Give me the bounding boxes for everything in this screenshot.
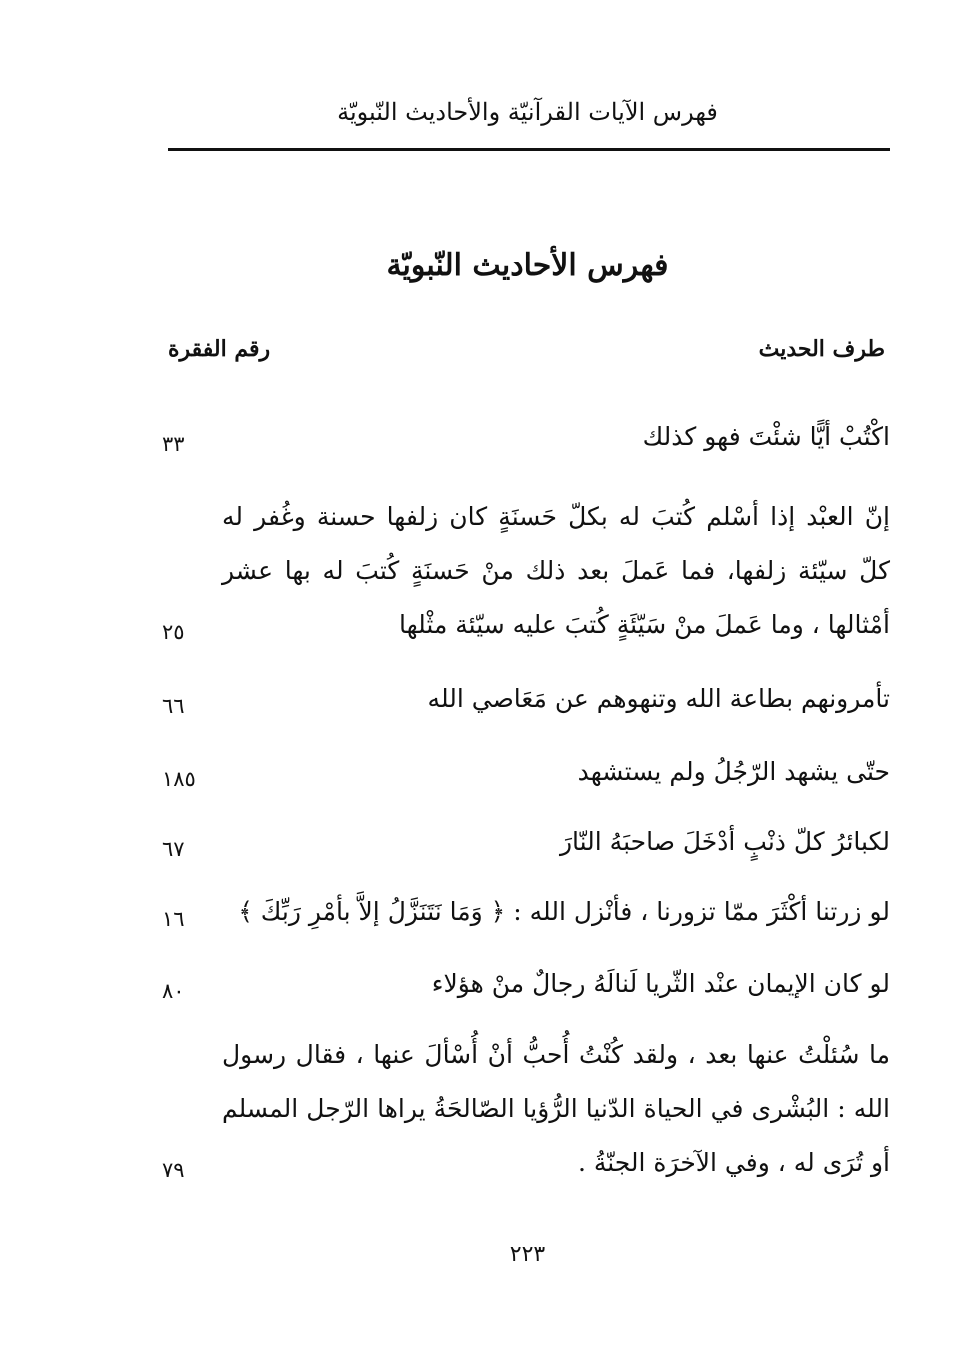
running-header: فهرس الآيات القرآنيّة والأحاديث النّبويّة	[337, 98, 718, 126]
paragraph-number: ٨٠	[162, 979, 185, 1003]
paragraph-number: ٦٦	[162, 694, 185, 718]
index-entry	[160, 815, 890, 869]
index-entry	[160, 885, 890, 939]
paragraph-number: ٢٥	[162, 620, 185, 644]
paragraph-number: ١٦	[162, 907, 185, 931]
hadith-text: اكْتُبْ أيًّا شئْتَ فهو كذلك	[642, 422, 890, 451]
index-entry	[160, 410, 890, 464]
index-entry	[160, 745, 890, 799]
page-number: ٢٢٣	[509, 1242, 546, 1267]
hadith-text: ما سُئلْتُ عنها بعد ، ولقد كُنْتُ أُحبُّ أنْ أُسْألَ عنها ، فقال رسول الله : البُشْرى في الحياة الدّنيا الرُّؤيا الصّالحَةُ يراها الرّجل المسلم أو تُرَى له ، وفي الآخرَة الجنّةُ .	[222, 1040, 890, 1177]
paragraph-number: ٧٩	[162, 1158, 185, 1182]
hadith-text: لو كان الإيمان عنْد الثّريا لَنالَهُ رجالٌ منْ هؤلاء	[431, 969, 890, 998]
index-entry	[160, 957, 890, 1011]
paragraph-number: ٦٧	[162, 837, 185, 861]
column-heading-paragraph: رقم الفقرة	[168, 336, 271, 362]
paragraph-number: ١٨٥	[162, 767, 196, 791]
hadith-text: لو زرتنا أكْثَرَ ممّا تزورنا ، فأنْزل الله : ﴿ وَمَا نَتَنَزَّلُ إلاَّ بأمْرِ رَبِّكَ ﴾	[238, 897, 890, 926]
hadith-text: حتّى يشهد الرّجُلُ ولم يستشهد	[577, 757, 890, 786]
header-rule	[168, 148, 890, 151]
hadith-text: لكبائرُ كلّ ذنْبٍ أدْخَلَ صاحبَهُ النّارَ	[559, 827, 890, 856]
index-entry	[160, 672, 890, 726]
page-title: فهرس الأحاديث النّبويّة	[386, 248, 669, 283]
hadith-text: تأمرونهم بطاعة الله وتنهوهم عن مَعَاصي الله	[427, 684, 890, 713]
paragraph-number: ٣٣	[162, 432, 185, 456]
hadith-text: إنّ العبْد إذا أسْلم كُتبَ له بكلّ حَسنَةٍ كان زلفها حسنة وغُفر له كلّ سيّئة زلفها، فما عَملَ بعد ذلك منْ حَسنَةٍ كُتبَ له بها عشر أمْثالها ، وما عَملَ منْ سَيّئَةٍ كُتبَ عليه سيّئة مثْلها	[222, 502, 890, 639]
index-entry	[160, 490, 890, 652]
column-heading-hadith: طرف الحديث	[758, 336, 885, 362]
index-entry	[160, 1028, 890, 1190]
